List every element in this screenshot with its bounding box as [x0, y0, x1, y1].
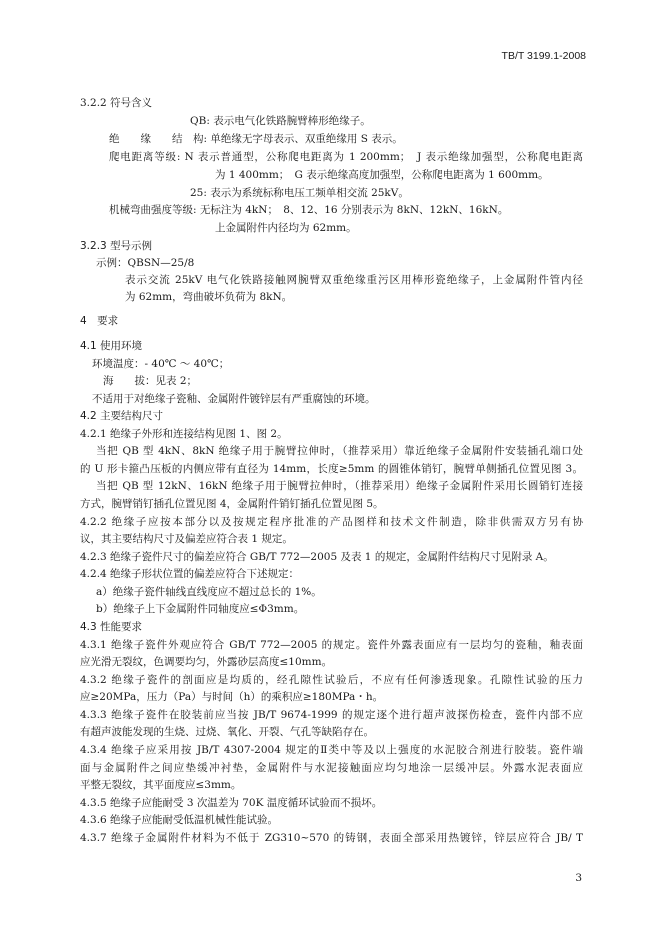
text-line: 表示交流 25kV 电气化铁路接触网腕臂双重绝缘重污区用棒形瓷绝缘子，上金属附件管内径 — [125, 274, 583, 286]
list-item: b）绝缘子上下金属附件同轴度应≤Φ3mm。 — [96, 603, 305, 615]
text-line: 25: 表示为系统标称电压工频单相交流 25kV。 — [190, 187, 409, 199]
text-line: 当把 QB 型 12kN、16kN 绝缘子用于腕臂拉伸时，（推荐采用）绝缘子金属附件采用长圆销钉连接 — [96, 480, 583, 492]
text-line: 上金属附件内径均为 62mm。 — [215, 222, 357, 234]
text-line: 海 拔：见表 2； — [103, 375, 198, 387]
text-line: 4.3.2 绝缘子瓷件的剖面应是均质的，经孔隙性试验后，不应有任何渗透现象。孔隙性试验的压力 — [80, 674, 583, 686]
page-number: 3 — [575, 872, 582, 884]
text-line: 4.2.2 绝缘子应按本部分以及按规定程序批准的产品图样和技术文件制造，除非供需双方另有协 — [80, 516, 583, 528]
text-line: 4.2.1 绝缘子外形和连接结构见图 1、图 2。 — [80, 428, 288, 440]
section-heading: 4.1 使用环境 — [80, 340, 143, 352]
text-line: 4.3.7 绝缘子金属附件材料为不低于 ZG310~570 的铸钢，表面全部采用热镀锌，锌层应符合 JB/ T — [80, 832, 583, 844]
text-line: 为 62mm，弯曲破坏负荷为 8kN。 — [125, 291, 293, 303]
text-line: 示例：QBSN—25/8 — [96, 257, 195, 269]
section-heading: 3.2.3 型号示例 — [80, 240, 153, 252]
text-line: 环境温度：- 40℃ ～ 40℃； — [92, 358, 230, 370]
text-line: 应≥20MPa，压力（Pa）与时间（h）的乘积应≥180MPa・h。 — [80, 691, 384, 703]
section-heading: 4.3 性能要求 — [80, 621, 143, 633]
text-line: 议，其主要结构尺寸及偏差应符合表 1 规定。 — [80, 533, 293, 545]
text-line: 方式，腕臂销钉插孔位置见图 4，金属附件销钉插孔位置见图 5。 — [80, 498, 384, 510]
section-heading: 3.2.2 符号含义 — [80, 97, 153, 109]
text-line: 绝 缘 结 构: 单绝缘无字母表示、双重绝缘用 S 表示。 — [109, 133, 403, 145]
text-line: 面与金属附件之间应垫缓冲衬垫，金属附件与水泥接触面应均匀地涂一层缓冲层。外露水泥表面应 — [80, 762, 583, 774]
text-line: 机械弯曲强度等级: 无标注为 4kN； 8、12、16 分别表示为 8kN、12kN、16kN。 — [109, 204, 509, 216]
text-line: 的 U 形卡箍凸压板的内侧应带有直径为 14mm，长度≥5mm 的圆锥体销钉，腕臂单侧插孔位置见图 3。 — [80, 463, 583, 475]
text-line: 4.2.4 绝缘子形状位置的偏差应符合下述规定： — [80, 568, 300, 580]
chapter-heading: 4 要求 — [80, 315, 119, 327]
text-line: 4.3.3 绝缘子瓷件在胶装前应当按 JB/T 9674-1999 的规定逐个进行超声波探伤检查，瓷件内部不应 — [80, 709, 583, 721]
text-line: 4.2.3 绝缘子瓷件尺寸的偏差应符合 GB/T 772—2005 及表 1 的规定，金属附件结构尺寸见附录 A。 — [80, 551, 554, 563]
text-line: 爬电距离等级: N 表示普通型，公称爬电距离为 1 200mm； J 表示绝缘加强型，公称爬电距离 — [109, 151, 583, 163]
text-line: 当把 QB 型 4kN、8kN 绝缘子用于腕臂拉伸时，（推荐采用）靠近绝缘子金属附件安装插孔端口处 — [96, 445, 583, 457]
text-line: 4.3.6 绝缘子应能耐受低温机械性能试验。 — [80, 814, 279, 826]
text-line: QB: 表示电气化铁路腕臂棒形绝缘子。 — [190, 115, 371, 127]
list-item: a）绝缘子瓷件轴线直线度应不超过总长的 1%。 — [96, 586, 322, 598]
text-line: 有超声波能发现的生烧、过烧、氧化、开裂、气孔等缺陷存在。 — [80, 726, 374, 738]
text-line: 应光滑无裂纹，色调要均匀，外露砂层高度≤10mm。 — [80, 656, 333, 668]
text-line: 4.3.1 绝缘子瓷件外观应符合 GB/T 772—2005 的规定。瓷件外露表面应有一层均匀的瓷釉，釉表面 — [80, 639, 583, 651]
text-line: 4.3.4 绝缘子应采用按 JB/T 4307-2004 规定的Ⅱ类中等及以上强度的水泥胶合剂进行胶装。瓷件端 — [80, 744, 583, 756]
section-heading: 4.2 主要结构尺寸 — [80, 410, 164, 422]
text-line: 为 1 400mm； G 表示绝缘高度加强型，公称爬电距离为 1 600mm。 — [215, 169, 549, 181]
text-line: 4.3.5 绝缘子应能耐受 3 次温差为 70K 温度循环试验而不损坏。 — [80, 797, 383, 809]
text-line: 不适用于对绝缘子瓷釉、金属附件镀锌层有严重腐蚀的环境。 — [92, 393, 376, 405]
doc-number-header: TB/T 3199.1-2008 — [501, 50, 586, 62]
text-line: 平整无裂纹，其平面度应≤3mm。 — [80, 779, 242, 791]
